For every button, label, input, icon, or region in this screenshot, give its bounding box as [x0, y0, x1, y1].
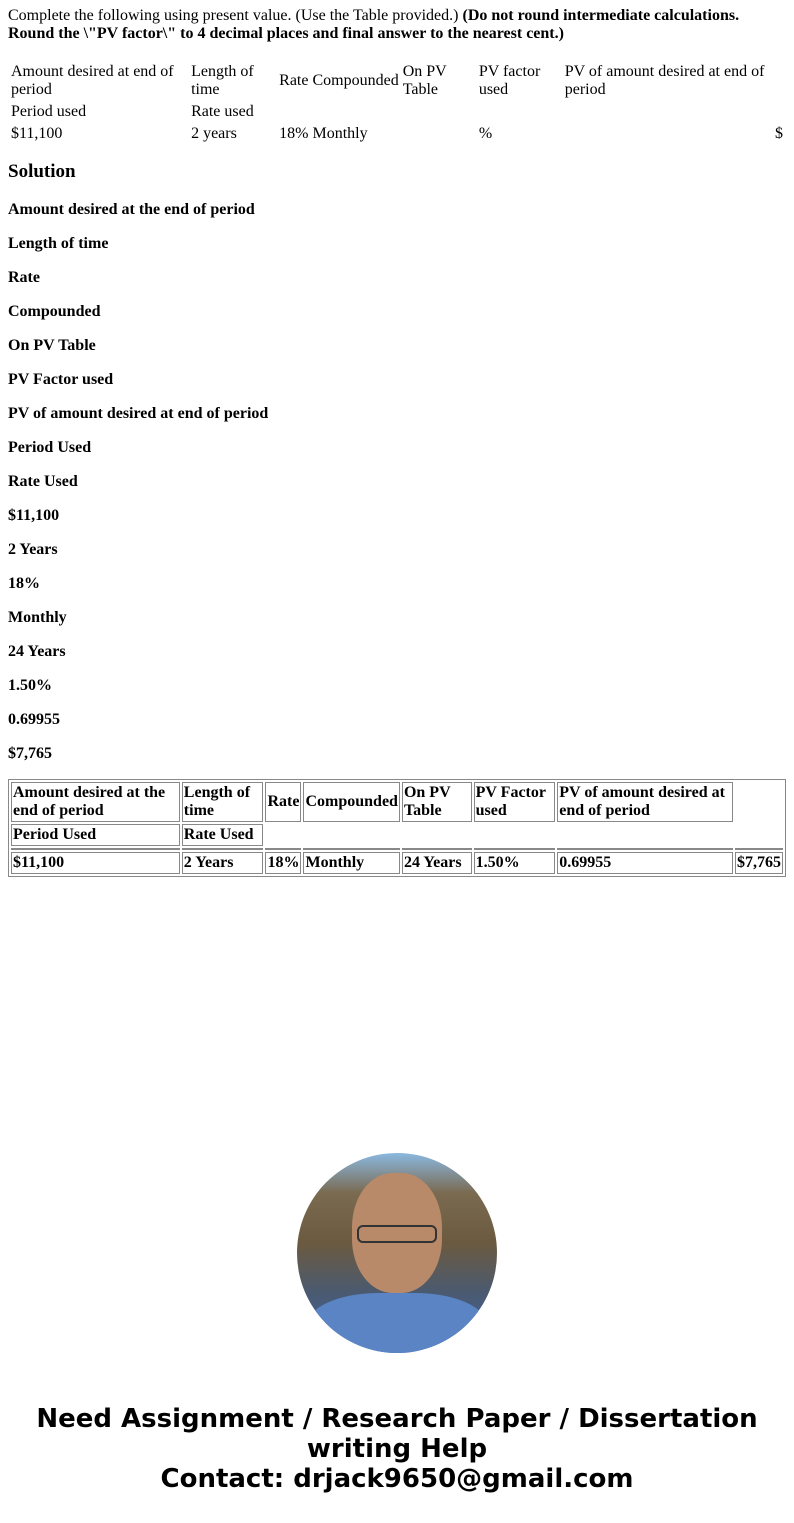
pv-factor-cell: 0.69955 — [557, 852, 733, 874]
pv-table-input[interactable] — [402, 124, 476, 144]
solution-line: 2 Years — [8, 541, 58, 558]
header-cell: Amount desired at the end of period — [11, 782, 180, 822]
solution-line: Compounded — [8, 303, 101, 320]
ad-banner — [0, 1404, 794, 1494]
solution-line: Period Used — [8, 439, 92, 456]
table-row — [11, 852, 783, 874]
subheader-cell: Period used — [11, 103, 87, 120]
solution-line: 24 Years — [8, 643, 66, 660]
rate-cell: 18% — [279, 125, 309, 142]
header-cell: On PV Table — [402, 63, 447, 98]
ad-line: Need Assignment / Research Paper / Dissertation writing Help — [36, 1404, 758, 1464]
header-cell: PV Factor used — [474, 782, 556, 822]
length-cell: 2 years — [191, 125, 237, 142]
solution-line: PV Factor used — [8, 371, 114, 388]
pv-amount-cell: $7,765 — [735, 852, 783, 874]
header-cell: On PV Table — [402, 782, 472, 822]
compounded-cell: Monthly — [312, 125, 368, 142]
rate-used-cell: 1.50% — [474, 852, 556, 874]
author-photo — [297, 1153, 497, 1353]
question-instructions: (Do not round intermediate calculations. Round the \"PV factor\" to 4 decimal places and final answer to the nearest cent.) — [8, 7, 740, 42]
amount-cell: $11,100 — [11, 125, 63, 142]
solution-line: 18% — [8, 575, 40, 592]
question-text — [8, 7, 788, 43]
question-table — [8, 60, 786, 146]
subheader-cell: Rate used — [191, 103, 254, 120]
solution-title: Solution — [8, 161, 76, 182]
header-cell: Compounded — [312, 72, 399, 89]
contact-line: Contact: drjack9650@gmail.com — [160, 1464, 634, 1494]
photo-shirt — [307, 1293, 487, 1353]
solution-line: On PV Table — [8, 337, 96, 354]
header-cell: Rate — [265, 782, 301, 822]
solution-table — [8, 779, 786, 877]
header-cell: PV of amount desired at end of period — [564, 63, 765, 98]
subheader-cell: Rate Used — [182, 824, 264, 846]
solution-line: 1.50% — [8, 677, 52, 694]
pv-factor-input[interactable]: % — [478, 125, 493, 142]
solution-line: Length of time — [8, 235, 109, 252]
table-row — [10, 124, 784, 144]
header-cell: Length of time — [182, 782, 264, 822]
question-plain: Complete the following using present value. (Use the Table provided.) — [8, 7, 463, 24]
pv-amount-input[interactable]: $ — [775, 125, 783, 142]
header-cell: PV of amount desired at end of period — [557, 782, 733, 822]
solution-line: $11,100 — [8, 507, 60, 524]
header-cell: Length of time — [191, 63, 254, 98]
solution-line: Amount desired at the end of period — [8, 201, 255, 218]
header-cell: PV factor used — [478, 63, 541, 98]
solution-line: Monthly — [8, 609, 67, 626]
compounded-cell: Monthly — [303, 852, 399, 874]
pv-table-cell: 24 Years — [402, 852, 472, 874]
rate-cell: 18% — [265, 852, 301, 874]
amount-cell: $11,100 — [11, 852, 180, 874]
length-cell: 2 Years — [182, 852, 264, 874]
header-cell: Rate — [279, 72, 309, 89]
solution-line: Rate Used — [8, 473, 78, 490]
photo-glasses — [357, 1225, 437, 1243]
header-cell: Compounded — [303, 782, 399, 822]
header-cell: Amount desired at end of period — [11, 63, 174, 98]
solution-line: Rate — [8, 269, 40, 286]
solution-line: 0.69955 — [8, 711, 60, 728]
solution-line: $7,765 — [8, 745, 52, 762]
subheader-cell: Period Used — [11, 824, 180, 846]
solution-line: PV of amount desired at end of period — [8, 405, 269, 422]
